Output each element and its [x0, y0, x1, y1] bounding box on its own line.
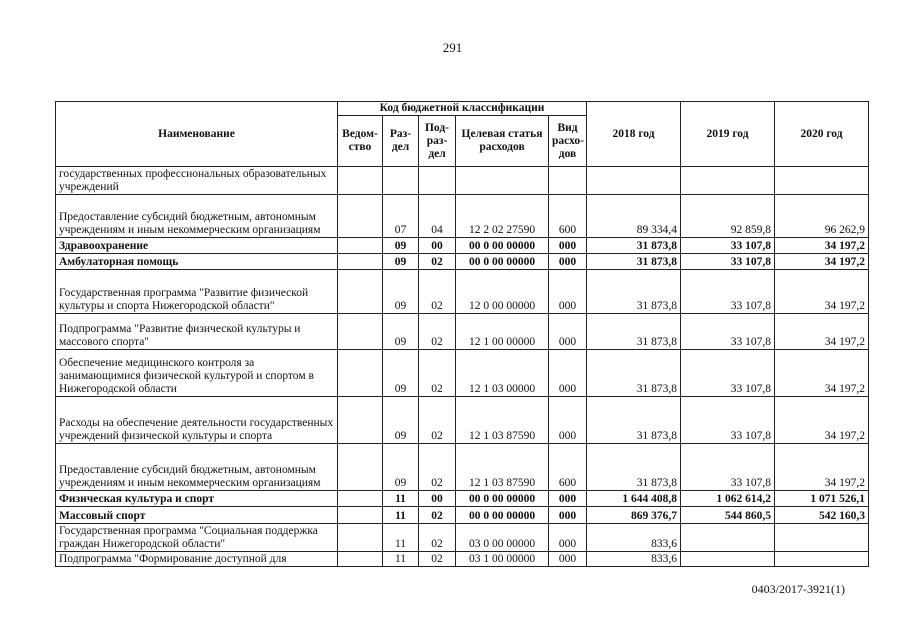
header-celevaya-statya: Целевая статья расходов	[456, 116, 549, 167]
table-row	[56, 552, 869, 567]
table-row	[56, 195, 869, 238]
header-name: Наименование	[56, 102, 338, 167]
row-razdel: 11	[383, 552, 419, 567]
row-celevaya-statya: 00 0 00 00000	[456, 491, 549, 507]
row-vedomstvo	[338, 314, 383, 350]
table-row	[56, 314, 869, 350]
row-razdel: 09	[383, 350, 419, 397]
row-podrazdel: 00	[419, 238, 456, 254]
row-2020	[775, 552, 869, 567]
row-2018: 1 644 408,8	[587, 491, 681, 507]
row-2019	[681, 524, 775, 552]
row-2019: 33 107,8	[681, 444, 775, 491]
row-2019: 33 107,8	[681, 397, 775, 444]
table-row	[56, 491, 869, 507]
row-2019: 92 859,8	[681, 195, 775, 238]
row-2018: 31 873,8	[587, 254, 681, 270]
row-podrazdel: 02	[419, 444, 456, 491]
row-razdel: 09	[383, 444, 419, 491]
header-2020: 2020 год	[775, 102, 869, 167]
header-vid-rashodov: Вид расхо-дов	[549, 116, 587, 167]
row-vedomstvo	[338, 167, 383, 195]
row-podrazdel: 02	[419, 314, 456, 350]
row-name: Государственная программа "Социальная поддержка граждан Нижегородской области"	[56, 524, 338, 552]
row-2018: 31 873,8	[587, 314, 681, 350]
row-name: Амбулаторная помощь	[56, 254, 338, 270]
row-2019: 33 107,8	[681, 350, 775, 397]
row-2020: 1 071 526,1	[775, 491, 869, 507]
budget-table	[55, 101, 869, 567]
row-celevaya-statya: 12 1 03 87590	[456, 444, 549, 491]
header-2019: 2019 год	[681, 102, 775, 167]
row-vedomstvo	[338, 254, 383, 270]
row-vedomstvo	[338, 491, 383, 507]
row-razdel: 09	[383, 254, 419, 270]
row-2020: 34 197,2	[775, 444, 869, 491]
row-vid-rashodov: 000	[549, 397, 587, 444]
row-podrazdel: 00	[419, 491, 456, 507]
table-row	[56, 167, 869, 195]
row-2019	[681, 167, 775, 195]
row-2019: 33 107,8	[681, 254, 775, 270]
row-razdel: 11	[383, 507, 419, 524]
row-name: Предоставление субсидий бюджетным, автономным учреждениям и иным некоммерческим организациям	[56, 195, 338, 238]
row-vid-rashodov: 000	[549, 238, 587, 254]
row-vedomstvo	[338, 444, 383, 491]
row-podrazdel: 02	[419, 524, 456, 552]
table-row	[56, 524, 869, 552]
row-vid-rashodov: 000	[549, 507, 587, 524]
header-razdel: Раз-дел	[383, 116, 419, 167]
row-2020: 34 197,2	[775, 238, 869, 254]
row-name: Государственная программа "Развитие физической культуры и спорта Нижегородской области"	[56, 270, 338, 314]
row-vid-rashodov: 600	[549, 195, 587, 238]
header-podrazdel: Под-раз-дел	[419, 116, 456, 167]
header-vedomstvo: Ведом-ство	[338, 116, 383, 167]
row-2020: 34 197,2	[775, 350, 869, 397]
row-name: Подпрограмма "Формирование доступной для	[56, 552, 338, 567]
row-vid-rashodov: 000	[549, 350, 587, 397]
row-razdel: 09	[383, 314, 419, 350]
row-razdel: 09	[383, 238, 419, 254]
row-2018: 833,6	[587, 552, 681, 567]
row-razdel: 07	[383, 195, 419, 238]
row-vedomstvo	[338, 552, 383, 567]
row-name: Подпрограмма "Развитие физической культуры и массового спорта"	[56, 314, 338, 350]
row-2019: 544 860,5	[681, 507, 775, 524]
row-vid-rashodov: 000	[549, 254, 587, 270]
row-name: государственных профессиональных образовательных учреждений	[56, 167, 338, 195]
row-razdel: 11	[383, 524, 419, 552]
row-celevaya-statya: 00 0 00 00000	[456, 507, 549, 524]
row-2018: 31 873,8	[587, 270, 681, 314]
row-2019: 1 062 614,2	[681, 491, 775, 507]
row-vid-rashodov: 000	[549, 491, 587, 507]
row-vid-rashodov: 000	[549, 524, 587, 552]
table-row	[56, 270, 869, 314]
row-celevaya-statya: 00 0 00 00000	[456, 238, 549, 254]
row-2020: 34 197,2	[775, 314, 869, 350]
row-podrazdel: 02	[419, 552, 456, 567]
row-podrazdel	[419, 167, 456, 195]
row-vid-rashodov: 000	[549, 314, 587, 350]
row-celevaya-statya: 03 0 00 00000	[456, 524, 549, 552]
row-2018: 31 873,8	[587, 238, 681, 254]
row-2020: 96 262,9	[775, 195, 869, 238]
row-podrazdel: 02	[419, 397, 456, 444]
row-2018: 31 873,8	[587, 397, 681, 444]
row-name: Предоставление субсидий бюджетным, автономным учреждениям и иным некоммерческим организациям	[56, 444, 338, 491]
row-2020: 34 197,2	[775, 254, 869, 270]
row-celevaya-statya: 12 0 00 00000	[456, 270, 549, 314]
row-name: Здравоохранение	[56, 238, 338, 254]
row-razdel: 09	[383, 397, 419, 444]
table-row	[56, 444, 869, 491]
header-2018: 2018 год	[587, 102, 681, 167]
table-row	[56, 238, 869, 254]
row-celevaya-statya: 03 1 00 00000	[456, 552, 549, 567]
row-2018: 89 334,4	[587, 195, 681, 238]
row-vid-rashodov: 000	[549, 270, 587, 314]
row-vedomstvo	[338, 238, 383, 254]
row-celevaya-statya: 12 1 00 00000	[456, 314, 549, 350]
row-vedomstvo	[338, 507, 383, 524]
row-2018	[587, 167, 681, 195]
row-razdel: 09	[383, 270, 419, 314]
table-row	[56, 350, 869, 397]
row-podrazdel: 02	[419, 507, 456, 524]
row-2020	[775, 524, 869, 552]
row-name: Расходы на обеспечение деятельности государственных учреждений физической культуры и спорта	[56, 397, 338, 444]
row-2018: 833,6	[587, 524, 681, 552]
row-podrazdel: 02	[419, 270, 456, 314]
row-vedomstvo	[338, 524, 383, 552]
document-code: 0403/2017-3921(1)	[751, 582, 845, 596]
row-vid-rashodov: 600	[549, 444, 587, 491]
row-name: Массовый спорт	[56, 507, 338, 524]
page-number: 291	[442, 40, 463, 55]
row-2019: 33 107,8	[681, 314, 775, 350]
row-vedomstvo	[338, 350, 383, 397]
row-vid-rashodov: 000	[549, 552, 587, 567]
row-2020: 34 197,2	[775, 397, 869, 444]
row-vedomstvo	[338, 397, 383, 444]
row-podrazdel: 04	[419, 195, 456, 238]
row-2020	[775, 167, 869, 195]
table-row	[56, 507, 869, 524]
row-2019	[681, 552, 775, 567]
row-celevaya-statya: 12 2 02 27590	[456, 195, 549, 238]
row-celevaya-statya: 12 1 03 00000	[456, 350, 549, 397]
row-podrazdel: 02	[419, 254, 456, 270]
row-2018: 31 873,8	[587, 350, 681, 397]
header-classification-group: Код бюджетной классификации	[338, 102, 587, 116]
row-vedomstvo	[338, 270, 383, 314]
row-celevaya-statya: 00 0 00 00000	[456, 254, 549, 270]
row-2018: 869 376,7	[587, 507, 681, 524]
row-2020: 542 160,3	[775, 507, 869, 524]
row-razdel	[383, 167, 419, 195]
row-celevaya-statya: 12 1 03 87590	[456, 397, 549, 444]
row-name: Физическая культура и спорт	[56, 491, 338, 507]
row-vid-rashodov	[549, 167, 587, 195]
row-celevaya-statya	[456, 167, 549, 195]
row-2018: 31 873,8	[587, 444, 681, 491]
row-podrazdel: 02	[419, 350, 456, 397]
row-2020: 34 197,2	[775, 270, 869, 314]
table-row	[56, 397, 869, 444]
row-2019: 33 107,8	[681, 238, 775, 254]
row-2019: 33 107,8	[681, 270, 775, 314]
table-row	[56, 254, 869, 270]
row-razdel: 11	[383, 491, 419, 507]
row-name: Обеспечение медицинского контроля за занимающимися физической культурой и спортом в Нижегородской области	[56, 350, 338, 397]
row-vedomstvo	[338, 195, 383, 238]
